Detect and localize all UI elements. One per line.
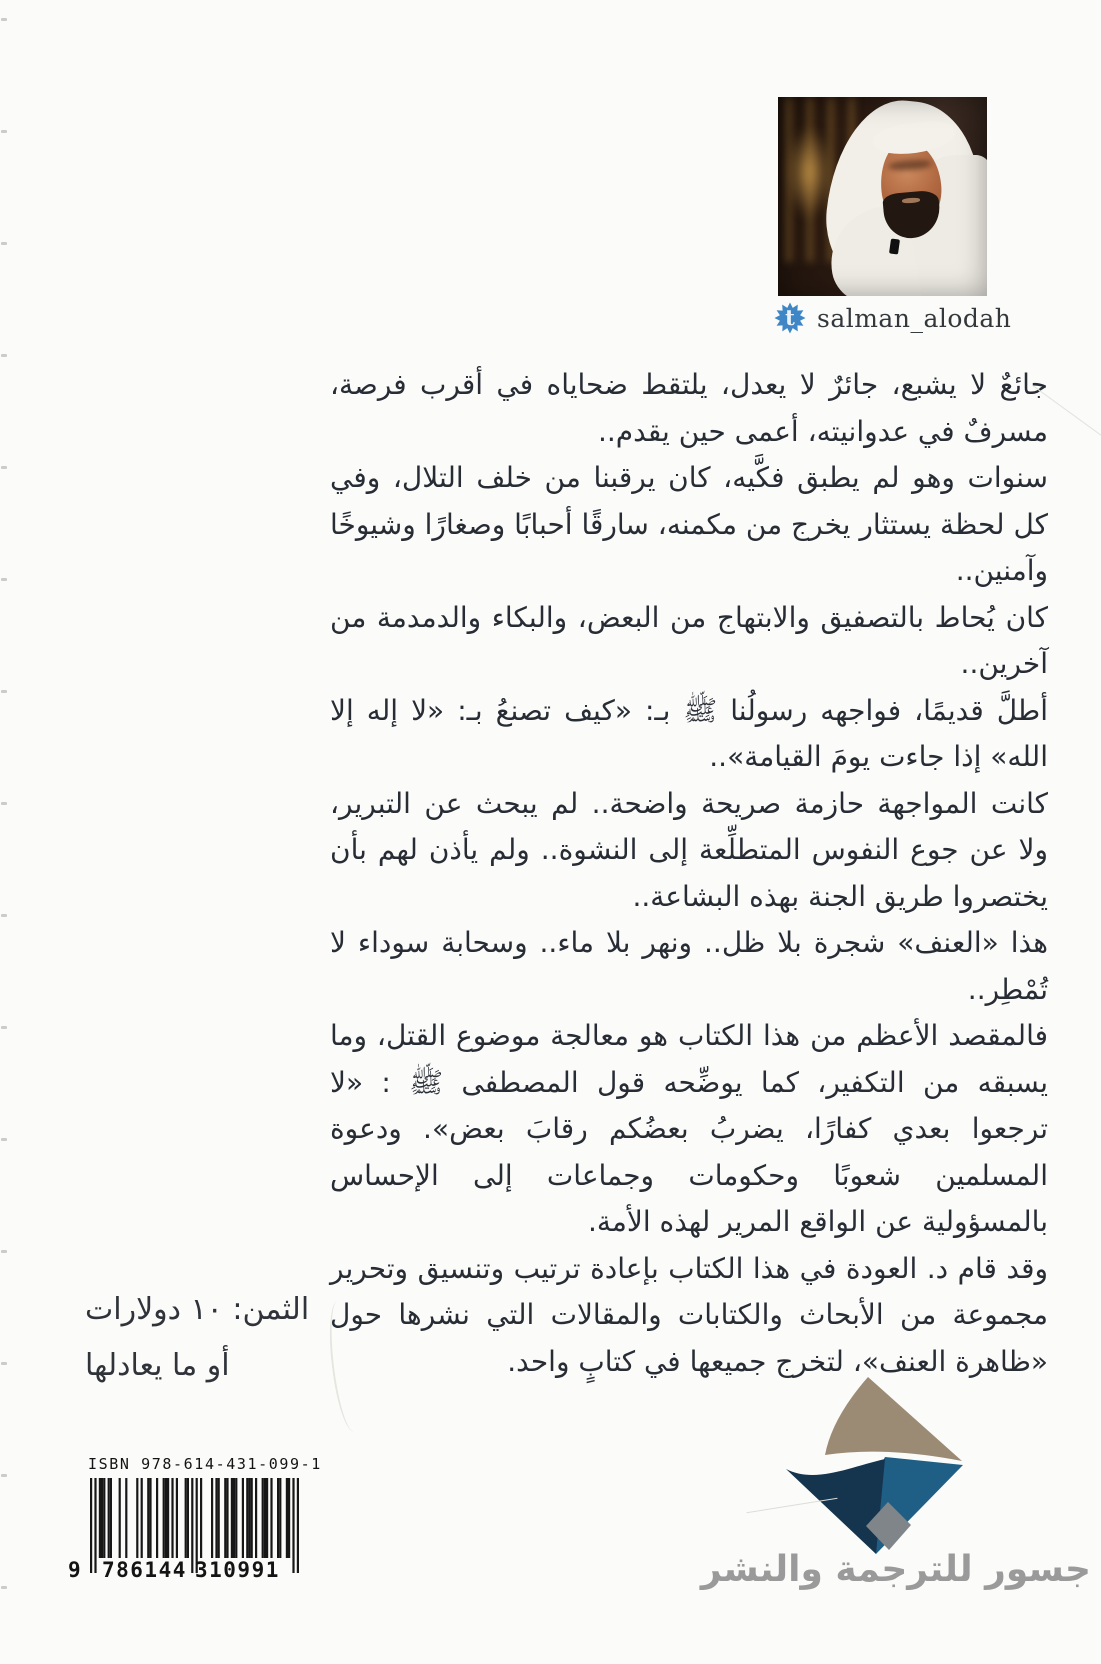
photo-bokeh-lights xyxy=(778,97,856,262)
author-beard xyxy=(882,190,942,241)
scan-tick xyxy=(1,1138,7,1141)
blurb-paragraph: هذا «العنف» شجرة بلا ظل.. ونهر بلا ماء.. وسحابة سوداء لا تُمْطِر.. xyxy=(330,926,1048,1006)
photo-light-blob xyxy=(786,125,832,220)
blurb-paragraph: سنوات وهو لم يطبق فكَّيه، كان يرقبنا من خلف التلال، وفي كل لحظة يستثار يخرج من مكمنه، سارقًا أحبابًا وصغارًا وشيوخًا وآمنين.. xyxy=(330,461,1048,587)
blurb-paragraph: فالمقصد الأعظم من هذا الكتاب هو معالجة موضوع القتل، وما يسبقه من التكفير، كما يوضِّحه قول المصطفى ﷺ : «لا ترجعوا بعدي كفارًا، يضربُ بعضُكم رقابَ بعض». ودعوة المسلمين شعوبًا وحكومات وجماعات إلى الإحساس بالمسؤولية عن الواقع المرير لهذه الأمة. xyxy=(330,1019,1048,1238)
publisher-name: جسور للترجمة والنشر xyxy=(700,1549,1091,1590)
blurb-paragraph: أطلَّ قديمًا، فواجهه رسولُنا ﷺ بـ: «كيف تصنعُ بـ: «لا إله إلا الله» إذا جاءت يومَ القيامة».. xyxy=(330,693,1048,773)
headdress-shoulder-left xyxy=(822,202,921,296)
scan-tick xyxy=(1,1250,7,1253)
isbn-barcode-block xyxy=(68,1455,368,1590)
twitter-t-glyph: t xyxy=(785,305,795,330)
publisher-logo xyxy=(775,1372,970,1562)
twitter-handle-row xyxy=(774,299,1012,337)
price-line-2: أو ما يعادلها xyxy=(85,1348,230,1383)
logo-navy-facet xyxy=(786,1459,885,1554)
ean-digit-group: 786144 xyxy=(102,1558,187,1582)
scan-tick xyxy=(1,130,7,133)
ean-digit-group: 9 xyxy=(68,1558,83,1582)
scan-tick xyxy=(1,1586,7,1589)
scan-tick xyxy=(1,690,7,693)
blurb-paragraph: جائعٌ لا يشبع، جائرٌ لا يعدل، يلتقط ضحاياه في أقرب فرصة، مسرفٌ في عدوانيته، أعمى حين يقدم.. xyxy=(330,368,1048,448)
twitter-handle: salman_alodah xyxy=(817,303,1012,333)
scan-tick xyxy=(1,1362,7,1365)
twitter-icon xyxy=(774,302,806,334)
blurb-paragraph: كانت المواجهة حازمة صريحة واضحة.. لم يبحث عن التبرير، ولا عن جوع النفوس المتطلِّعة إلى النشوة.. ولم يأذن لهم بأن يختصروا طريق الجنة بهذه البشاعة.. xyxy=(330,786,1048,913)
scan-tick xyxy=(1,242,7,245)
scan-tick xyxy=(1,914,7,917)
scan-tick xyxy=(1,802,7,805)
ean-digit-group: 310991 xyxy=(195,1558,280,1582)
headdress-shoulder-right xyxy=(896,155,987,296)
author-face xyxy=(877,139,944,230)
blurb-paragraph: وقد قام د. العودة في هذا الكتاب بإعادة ترتيب وتنسيق وتحرير مجموعة من الأبحاث والكتابات والمقالات التي نشرها حول «ظاهرة العنف»، لتخرج جميعها في كتابٍ واحد. xyxy=(330,1251,1048,1378)
scan-tick xyxy=(1,1474,7,1477)
author-mouth xyxy=(902,197,920,203)
logo-sail-shape xyxy=(825,1377,962,1461)
headdress-brow-edge xyxy=(871,117,956,158)
book-blurb xyxy=(330,362,1048,1385)
scan-tick xyxy=(1,466,7,469)
ean-digits xyxy=(68,1558,368,1582)
author-eyes xyxy=(888,158,933,171)
price-block xyxy=(85,1282,320,1394)
microphone-clip xyxy=(889,238,900,254)
scan-tick xyxy=(1,578,7,581)
author-photo xyxy=(778,97,987,296)
scan-tick xyxy=(1,18,7,21)
price-line-1: الثمن: ١٠ دولارات xyxy=(85,1292,310,1327)
scan-tick xyxy=(1,1026,7,1029)
white-headdress xyxy=(818,97,987,296)
scan-tick xyxy=(1,354,7,357)
blurb-paragraph: كان يُحاط بالتصفيق والابتهاج من البعض، والبكاء والدمدمة من آخرين.. xyxy=(330,600,1048,680)
isbn-label: ISBN 978-614-431-099-1 xyxy=(88,1455,322,1473)
